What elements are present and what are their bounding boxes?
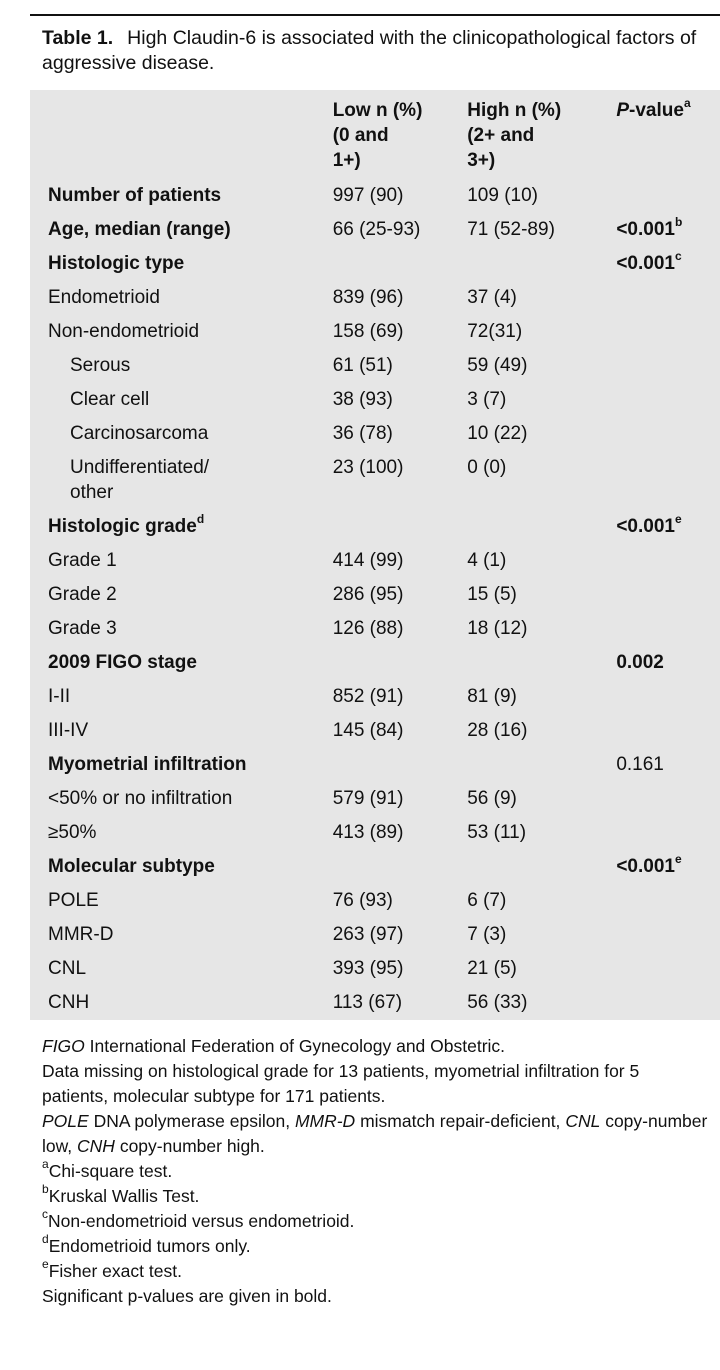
- row-low: 66 (25-93): [332, 219, 421, 240]
- footnote-d: [42, 1234, 710, 1259]
- row-high: 28 (16): [467, 720, 528, 741]
- header-blank: [30, 90, 333, 179]
- note-pole-text: DNA polymerase epsilon,: [93, 1111, 291, 1131]
- row-high: 71 (52-89): [467, 219, 555, 240]
- row-label-line1: Undifferentiated/: [70, 457, 210, 478]
- table-header-row: [30, 90, 720, 179]
- row-low: 997 (90): [332, 185, 404, 206]
- row-p: [616, 918, 720, 952]
- table-row: [30, 213, 720, 247]
- header-high: [467, 90, 616, 179]
- row-p: [616, 544, 720, 578]
- table-row: [30, 578, 720, 612]
- header-p-italic: P: [616, 100, 630, 121]
- row-label: Non-endometrioid: [48, 321, 200, 342]
- row-high: 59 (49): [467, 355, 528, 376]
- row-high: 7 (3): [467, 924, 507, 945]
- row-p-sup: c: [674, 248, 682, 263]
- row-low: 158 (69): [332, 321, 404, 342]
- row-p: [616, 850, 720, 884]
- note-mmrd-abbr: MMR-D: [294, 1111, 356, 1131]
- table-row: [30, 680, 720, 714]
- row-high: 37 (4): [467, 287, 517, 308]
- row-high: 56 (9): [467, 788, 517, 809]
- header-high-line1: High n (%): [467, 100, 562, 121]
- header-low-line3: 1+): [332, 150, 361, 171]
- row-high: 81 (9): [467, 686, 517, 707]
- row-high: 3 (7): [467, 389, 507, 410]
- row-label-text: Histologic grade: [48, 516, 197, 537]
- row-high: 53 (11): [467, 822, 527, 843]
- header-low-line2: (0 and: [332, 125, 389, 146]
- note-figo: [42, 1034, 710, 1059]
- footnote-d-text: Endometrioid tumors only.: [48, 1236, 251, 1256]
- row-high: 56 (33): [467, 992, 528, 1013]
- table-row: [30, 544, 720, 578]
- row-low: 413 (89): [332, 822, 404, 843]
- note-significance: Significant p-values are given in bold.: [42, 1286, 332, 1306]
- footnote-a-mark: a: [42, 1157, 49, 1172]
- table-row: [30, 646, 720, 680]
- row-p: [616, 281, 720, 315]
- row-label: Histologic type: [48, 253, 185, 274]
- footnote-a: [42, 1159, 710, 1184]
- row-label: ≥50%: [48, 822, 97, 843]
- row-label-sup: d: [196, 511, 205, 526]
- row-p: [616, 816, 720, 850]
- row-label: [30, 510, 333, 544]
- caption-label: Table 1.: [42, 27, 114, 49]
- row-label: I-II: [48, 686, 71, 707]
- row-label: 2009 FIGO stage: [48, 652, 197, 673]
- row-p: [616, 451, 720, 510]
- note-cnl-abbr: CNL: [565, 1111, 601, 1131]
- note-abbreviations: [42, 1109, 710, 1159]
- header-high-line2: (2+ and: [467, 125, 535, 146]
- row-low: 393 (95): [332, 958, 404, 979]
- row-label-line2: other: [70, 482, 114, 503]
- row-label: Serous: [70, 355, 131, 376]
- footnote-b-mark: b: [42, 1182, 49, 1197]
- row-high: 18 (12): [467, 618, 528, 639]
- row-p: [616, 680, 720, 714]
- data-table-container: [30, 90, 720, 1020]
- table-row: [30, 510, 720, 544]
- row-p-sup: e: [674, 511, 682, 526]
- row-high: 10 (22): [467, 423, 528, 444]
- table-row: [30, 748, 720, 782]
- footnote-d-mark: d: [42, 1232, 49, 1247]
- table-row: [30, 247, 720, 281]
- row-p: 0.161: [616, 754, 664, 775]
- note-cnl-text: copy-number low,: [42, 1111, 708, 1156]
- row-p-value: <0.001: [616, 516, 675, 537]
- row-low: 839 (96): [332, 287, 404, 308]
- row-low: 852 (91): [332, 686, 404, 707]
- row-low: 145 (84): [332, 720, 404, 741]
- row-p-sup: b: [674, 214, 683, 229]
- row-p-value: <0.001: [616, 219, 675, 240]
- row-label: MMR-D: [48, 924, 114, 945]
- footnote-c: [42, 1209, 710, 1234]
- row-low: [333, 247, 468, 281]
- note-pole-abbr: POLE: [42, 1111, 89, 1131]
- table-row: [30, 714, 720, 748]
- table-row: [30, 952, 720, 986]
- caption-text: High Claudin-6 is associated with the clinicopathological factors of aggressive disease.: [42, 27, 697, 74]
- row-label: Clear cell: [70, 389, 150, 410]
- footnote-e-mark: e: [42, 1257, 49, 1272]
- row-high: [467, 646, 616, 680]
- row-label: CNL: [48, 958, 87, 979]
- row-high: 72(31): [467, 321, 523, 342]
- row-p: [616, 383, 720, 417]
- table-row: [30, 417, 720, 451]
- table-row: [30, 918, 720, 952]
- row-p: [616, 417, 720, 451]
- row-low: [333, 510, 468, 544]
- footnote-b: [42, 1184, 710, 1209]
- row-low: 263 (97): [332, 924, 404, 945]
- header-high-line3: 3+): [467, 150, 496, 171]
- row-low: 23 (100): [332, 457, 404, 478]
- row-p: [616, 510, 720, 544]
- row-p: [616, 782, 720, 816]
- row-label: [30, 451, 333, 510]
- row-label: III-IV: [48, 720, 89, 741]
- table-row: [30, 451, 720, 510]
- table-row: [30, 612, 720, 646]
- row-high: 0 (0): [467, 457, 507, 478]
- table-caption: [42, 26, 702, 76]
- row-p: 0.002: [616, 652, 664, 673]
- row-p: [616, 179, 720, 213]
- table-row: [30, 986, 720, 1020]
- header-low: [333, 90, 468, 179]
- row-high: [467, 748, 616, 782]
- footnote-e-text: Fisher exact test.: [48, 1261, 182, 1281]
- row-label: Myometrial infiltration: [48, 754, 247, 775]
- row-label: Age, median (range): [48, 219, 231, 240]
- note-figo-text: International Federation of Gynecology and Obstetric.: [89, 1036, 506, 1056]
- row-label: Endometrioid: [48, 287, 160, 308]
- row-low: 579 (91): [332, 788, 404, 809]
- header-low-line1: Low n (%): [332, 100, 423, 121]
- note-figo-abbr: FIGO: [42, 1036, 85, 1056]
- footnote-a-text: Chi-square test.: [48, 1161, 173, 1181]
- table-row: [30, 884, 720, 918]
- data-table: [30, 90, 720, 1020]
- table-row: [30, 281, 720, 315]
- row-label: Grade 2: [48, 584, 117, 605]
- footnote-c-text: Non-endometrioid versus endometrioid.: [48, 1211, 355, 1231]
- row-high: 4 (1): [467, 550, 507, 571]
- footnote-b-text: Kruskal Wallis Test.: [48, 1186, 200, 1206]
- row-low: 286 (95): [332, 584, 404, 605]
- row-p: [616, 714, 720, 748]
- note-cnh-text: copy-number high.: [119, 1136, 265, 1156]
- table-row: [30, 816, 720, 850]
- row-p: [616, 315, 720, 349]
- row-low: [333, 646, 468, 680]
- row-p: [616, 247, 720, 281]
- row-high: 21 (5): [467, 958, 517, 979]
- row-p-sup: e: [674, 851, 682, 866]
- row-high: 15 (5): [467, 584, 517, 605]
- row-label: Grade 1: [48, 550, 117, 571]
- table-row: [30, 349, 720, 383]
- header-p-sup: a: [683, 95, 691, 110]
- row-low: [333, 850, 468, 884]
- table-row: [30, 850, 720, 884]
- row-p-value: <0.001: [616, 253, 675, 274]
- header-p-suffix: -value: [629, 100, 684, 121]
- row-low: 126 (88): [332, 618, 404, 639]
- row-p: [616, 884, 720, 918]
- row-high: 109 (10): [467, 185, 539, 206]
- row-low: 113 (67): [332, 992, 403, 1013]
- table-row: [30, 315, 720, 349]
- row-low: 414 (99): [332, 550, 404, 571]
- row-p: [616, 612, 720, 646]
- row-p: [616, 349, 720, 383]
- table-footnotes: [42, 1034, 710, 1309]
- row-p: [616, 986, 720, 1020]
- row-label: CNH: [48, 992, 90, 1013]
- row-p: [616, 952, 720, 986]
- note-missing: Data missing on histological grade for 13 patients, myometrial infiltration for 5 patients, molecular subtype for 171 patients.: [42, 1061, 640, 1106]
- row-label: POLE: [48, 890, 99, 911]
- row-high: 6 (7): [467, 890, 507, 911]
- footnote-e: [42, 1259, 710, 1284]
- table-row: [30, 383, 720, 417]
- row-low: [333, 748, 468, 782]
- row-high: [467, 247, 616, 281]
- footnote-c-mark: c: [42, 1207, 48, 1222]
- table-row: [30, 179, 720, 213]
- row-low: 36 (78): [332, 423, 393, 444]
- row-label: Carcinosarcoma: [70, 423, 209, 444]
- row-low: 38 (93): [332, 389, 393, 410]
- row-label: Grade 3: [48, 618, 117, 639]
- row-p-value: <0.001: [616, 856, 675, 877]
- note-cnh-abbr: CNH: [77, 1136, 115, 1156]
- row-high: [467, 510, 616, 544]
- row-p: [616, 213, 720, 247]
- row-label: <50% or no infiltration: [48, 788, 233, 809]
- row-low: 61 (51): [332, 355, 393, 376]
- header-pvalue: [616, 90, 720, 179]
- row-label: Number of patients: [48, 185, 222, 206]
- row-low: 76 (93): [332, 890, 393, 911]
- table-row: [30, 782, 720, 816]
- row-label: Molecular subtype: [48, 856, 215, 877]
- note-mmrd-text: mismatch repair-deficient,: [360, 1111, 561, 1131]
- row-p: [616, 578, 720, 612]
- row-high: [467, 850, 616, 884]
- top-rule: [30, 14, 720, 16]
